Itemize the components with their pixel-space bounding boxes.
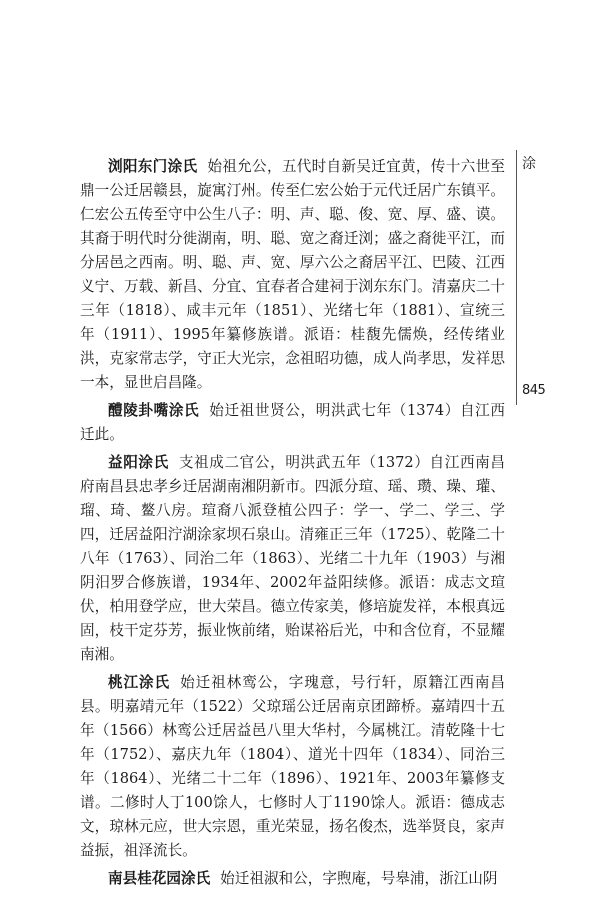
entry-heading: 桃江涂氏 xyxy=(108,674,171,691)
entry-liling-guazui xyxy=(80,399,505,447)
page-number: 845 xyxy=(522,383,546,398)
entry-heading: 益阳涂氏 xyxy=(108,454,169,471)
entry-body: 始迁祖林鸾公，字瑰意，号行轩，原籍江西南昌县。明嘉靖元年（1522）父琼瑶公迁居南京团蹄桥。嘉靖四十五年（1566）林鸾公迁居益邑八里大华村，今属桃江。清乾隆十七年（1752）、嘉庆九年（1804）、道光十四年（1834）、同治三年（1864）、光绪二十二年（1896）、1921年、2003年纂修支谱。二修时人丁100馀人，七修时人丁1190馀人。派语：德成志文，琼林元应，世大宗恩，重光荣显，扬名俊杰，选举贤良，家声益振，祖泽流长。 xyxy=(80,674,505,859)
entry-body: 始祖允公，五代时自新吴迁宜黄，传十六世至鼎一公迁居赣县，旋寓汀州。传至仁宏公始于元代迁居广东镇平。仁宏公五传至守中公生八子：明、声、聪、俊、宽、厚、盛、谟。其裔于明代时分徙湖南，明、聪、宽之裔迁浏；盛之裔徙平江，而分居邑之西南。明、聪、声、宽、厚六公之裔居平江、巴陵、江西义宁、万载、新昌、分宜、宜春者合建祠于浏东东门。清嘉庆二十三年（1818）、咸丰元年（1851）、光绪七年（1881）、宣统三年（1911）、1995年纂修族谱。派语：桂馥先儒焕，经传绪业洪，克家常志学，守正大光宗，念祖昭功德，成人尚孝思，发祥思一本，显世启昌隆。 xyxy=(80,158,505,391)
entry-heading: 南县桂花园涂氏 xyxy=(108,870,211,887)
entry-body: 始迁祖淑和公，字煦庵，号皋浦，浙江山阴 xyxy=(220,870,498,887)
entry-yiyang xyxy=(80,451,505,667)
entry-taojiang xyxy=(80,671,505,863)
entry-heading: 浏阳东门涂氏 xyxy=(108,158,198,175)
entry-body: 始迁祖世贤公，明洪武七年（1374）自江西迁此。 xyxy=(80,402,505,443)
entry-liuyang-dongmen xyxy=(80,155,505,395)
entry-nanxian-guihuayuan xyxy=(80,867,505,891)
entry-heading: 醴陵卦嘴涂氏 xyxy=(108,402,200,419)
running-header-surname: 涂 xyxy=(522,156,536,172)
entry-body: 支祖成二官公，明洪武五年（1372）自江西南昌府南昌县忠孝乡迁居湖南湘阴新市。四派分瑄、瑶、瓒、璪、瓘、瑠、琦、鳌八房。瑄裔八派登植公四子：学一、学二、学三、学四，迁居益阳泞湖涂家坝石泉山。清雍正三年（1725）、乾隆二十八年（1763）、同治二年（1863）、光绪二十九年（1903）与湘阴汨罗合修族谱，1934年、2002年益阳续修。派语：成志文瑄伏，柏用登学应，世大荣昌。德立传家美，修培旋发祥，本根真远固，枝干定芬芳，振业恢前绪，贻谋裕后光，中和含位育，不显耀南湘。 xyxy=(80,454,505,663)
margin-rule xyxy=(516,150,517,405)
entry-list xyxy=(80,155,505,895)
